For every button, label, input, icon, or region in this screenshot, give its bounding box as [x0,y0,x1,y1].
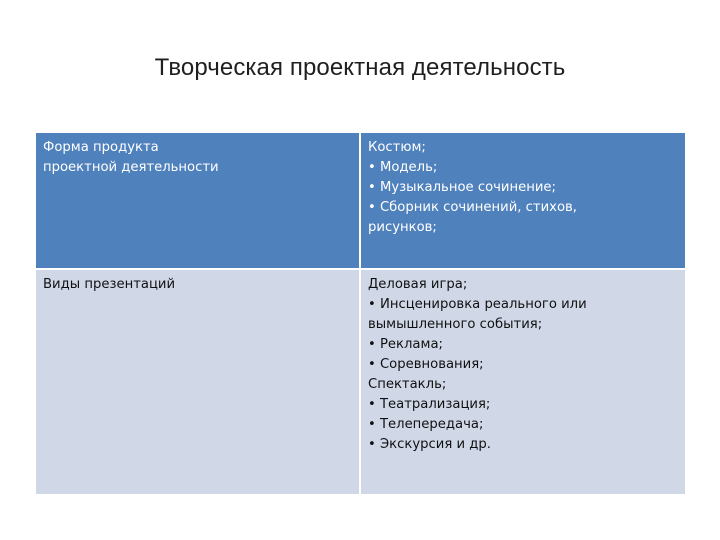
cell-line: Деловая игра; [368,277,468,292]
cell-line: Форма продукта [43,140,159,155]
cell-line: вымышленного события; [368,317,543,332]
table-cell-presentation-types-label [36,269,360,494]
cell-line: Костюм; [368,140,426,155]
table-cell-presentation-types-list [360,269,685,494]
table-cell-product-form-label [36,133,360,269]
cell-line: • Телепередача; [368,417,484,432]
cell-line: • Театрализация; [368,397,491,412]
table-cell-product-form-list [360,133,685,269]
cell-line: Спектакль; [368,377,447,392]
cell-line: • Модель; [368,160,438,175]
cell-line: • Реклама; [368,337,443,352]
cell-line: Виды презентаций [43,277,176,292]
cell-line: • Экскурсия и др. [368,437,491,452]
content-table [36,133,685,494]
cell-line: • Инсценировка реального или [368,297,587,312]
table-row [36,269,685,494]
cell-line: рисунков; [368,220,437,235]
cell-line: • Соревнования; [368,357,484,372]
table-row [36,133,685,269]
cell-line: проектной деятельности [43,160,219,175]
cell-line: • Музыкальное сочинение; [368,180,556,195]
slide-title: Творческая проектная деятельность [154,54,566,81]
cell-line: • Сборник сочинений, стихов, [368,200,578,215]
